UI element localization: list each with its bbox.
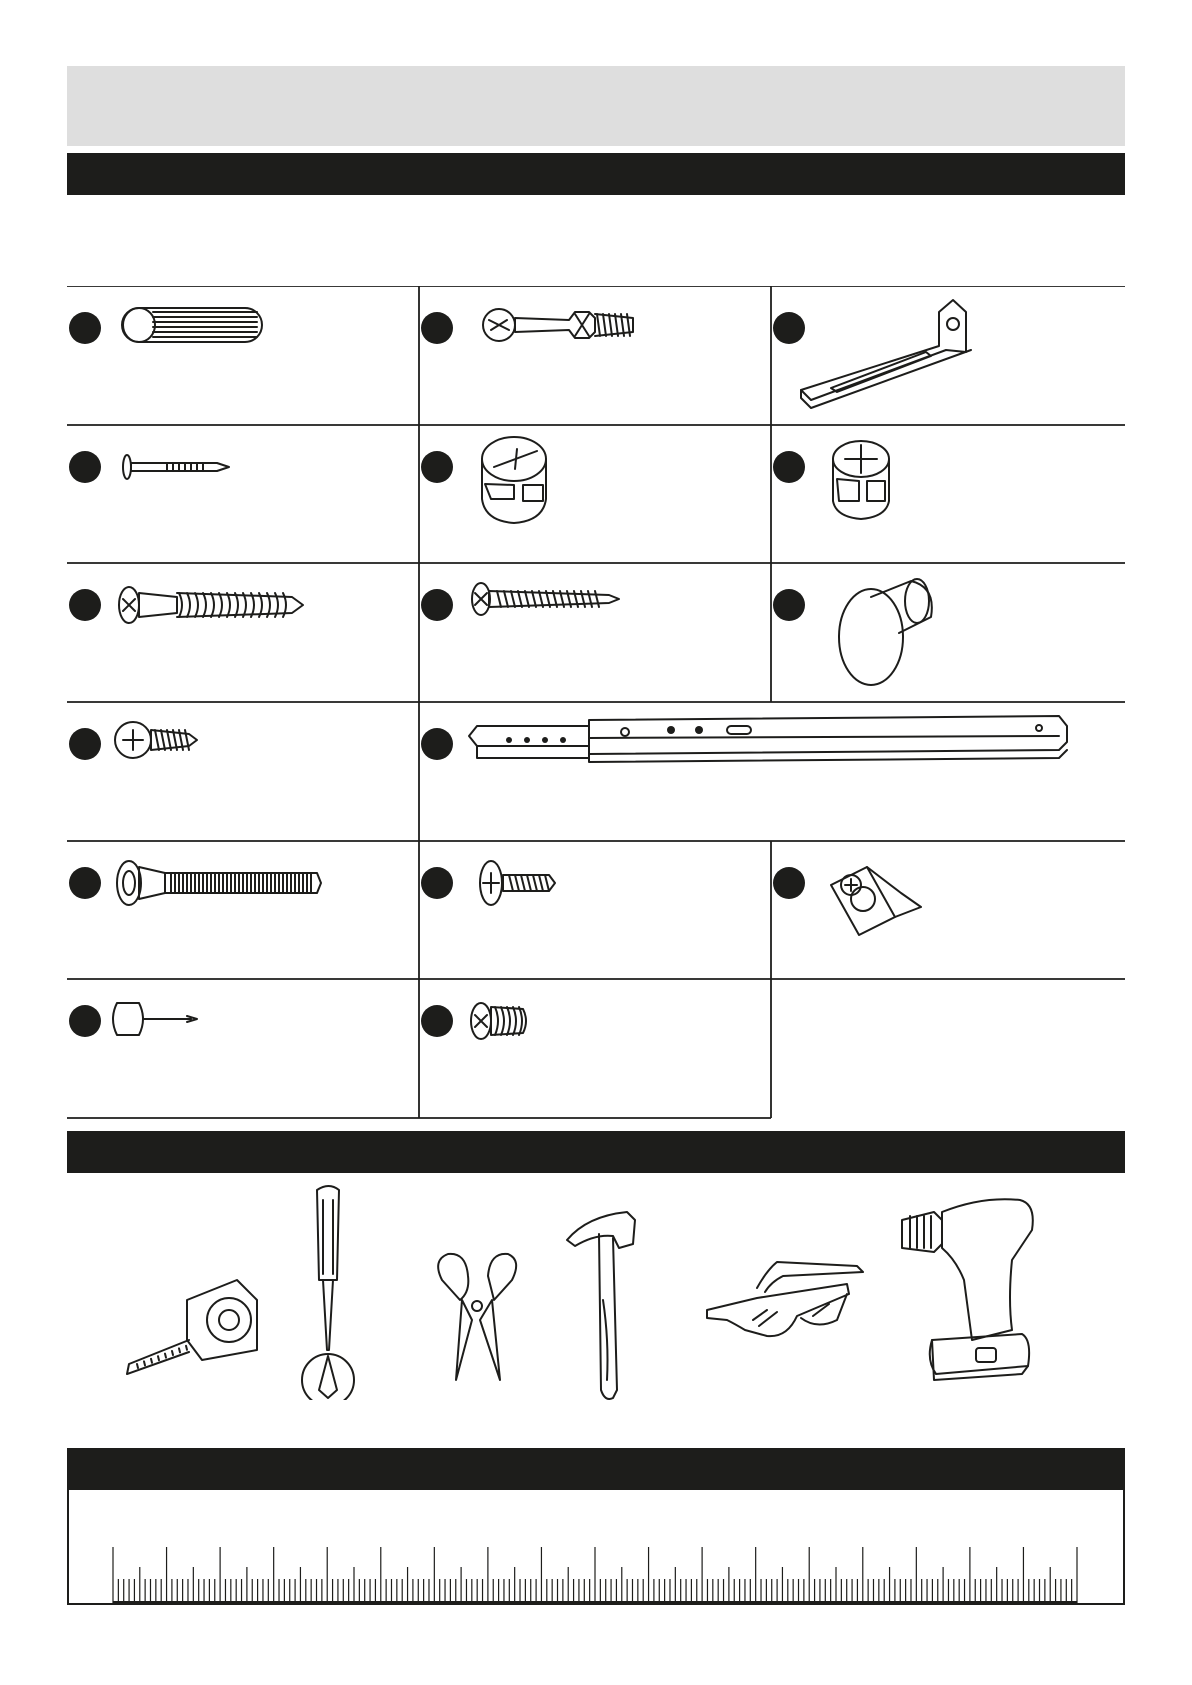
fittings-section-bar: [67, 153, 1125, 195]
cam-lock-small-icon: [771, 425, 1125, 564]
safety-glasses-icon: [697, 1180, 897, 1400]
tools-section-bar: [67, 1131, 1125, 1173]
nail-icon: [67, 425, 419, 564]
glide-pin-icon: [67, 979, 419, 1118]
machine-bolt-icon: [67, 841, 419, 980]
cam-lock-large-icon: [419, 425, 771, 564]
drawer-runner-icon: [419, 702, 1125, 841]
machine-screw-icon: [419, 841, 771, 980]
fitting-cell: [67, 563, 419, 702]
corner-block-icon: [771, 841, 1125, 980]
euro-screw-icon: [419, 979, 771, 1118]
fittings-grid: [67, 286, 1125, 1118]
fitting-cell: [67, 841, 419, 980]
l-bracket-icon: [771, 286, 1125, 425]
knob-icon: [771, 563, 1125, 702]
fitting-cell: [419, 702, 1125, 841]
fitting-cell: [771, 563, 1125, 702]
cordless-drill-icon: [872, 1180, 1072, 1400]
fitting-cell: [67, 979, 419, 1118]
short-screw-icon: [67, 702, 419, 841]
fitting-cell: [419, 979, 771, 1118]
wooden-dowel-icon: [67, 286, 419, 425]
tools-row: [67, 1180, 1125, 1400]
fitting-cell: [771, 841, 1125, 980]
fitting-cell: [67, 702, 419, 841]
fitting-cell: [771, 425, 1125, 564]
long-wood-screw-icon: [67, 563, 419, 702]
fitting-cell: [67, 286, 419, 425]
fitting-cell: [419, 425, 771, 564]
fitting-cell: [419, 563, 771, 702]
fitting-cell: [771, 286, 1125, 425]
fitting-cell: [67, 425, 419, 564]
ruler-graphic: [67, 1448, 1125, 1605]
wood-screw-icon: [419, 563, 771, 702]
cam-bolt-icon: [419, 286, 771, 425]
fitting-cell: [419, 841, 771, 980]
fitting-cell: [419, 286, 771, 425]
header-band: [67, 66, 1125, 146]
ruler: [67, 1448, 1125, 1605]
